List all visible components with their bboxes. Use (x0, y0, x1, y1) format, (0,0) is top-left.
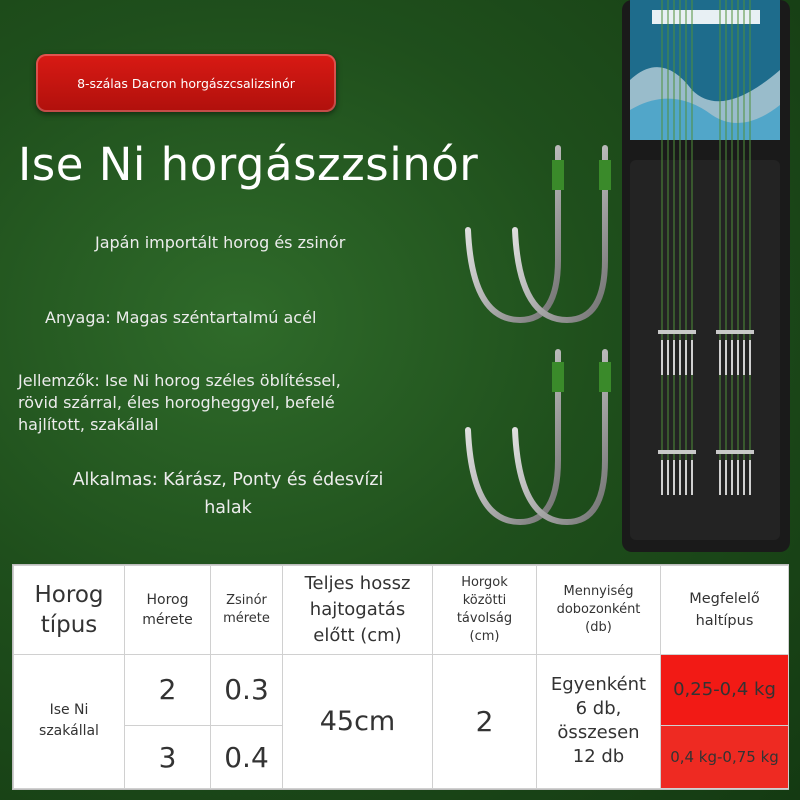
header-line-size: Zsinór mérete (211, 566, 283, 655)
spec-row (14, 654, 789, 725)
badge-text: 8-szálas Dacron horgászcsalizsinór (77, 75, 295, 91)
hook-name-cell: Ise Ni szakállal (14, 654, 125, 788)
header-hook-type: Horog típus (14, 566, 125, 655)
line-size-cell: 0.3 (211, 654, 283, 725)
fish-type-cell: 0,25-0,4 kg (661, 654, 789, 725)
header-hook-size: Horog mérete (125, 566, 211, 655)
product-title: Ise Ni horgászzsinór (18, 138, 479, 191)
usage-line: Alkalmas: Kárász, Ponty és édesvízi (72, 470, 384, 490)
hook-spacing-cell: 2 (433, 654, 537, 788)
line-size-cell: 0.4 (211, 726, 283, 789)
traits-text (18, 370, 398, 436)
quantity-cell: Egyenként 6 db, összesen 12 db (537, 654, 661, 788)
hook-size-cell: 3 (125, 726, 211, 789)
usage-line: halak (204, 498, 252, 518)
origin-text: Japán importált horog és zsinór (95, 233, 346, 252)
product-badge (36, 54, 336, 112)
traits-line: Jellemzők: Ise Ni horog széles öblítéssel, (18, 371, 341, 390)
hook-pair-bottom (468, 352, 605, 522)
header-hook-spacing: Horgok közötti távolság (cm) (433, 566, 537, 655)
header-total-length: Teljes hossz hajtogatás előtt (cm) (283, 566, 433, 655)
usage-text (48, 466, 408, 522)
spec-header-row (14, 566, 789, 655)
header-quantity: Mennyiség dobozonként (db) (537, 566, 661, 655)
fish-type-cell: 0,4 kg-0,75 kg (661, 726, 789, 789)
header-fish-type: Megfelelő haltípus (661, 566, 789, 655)
hook-pair-top (468, 148, 605, 320)
traits-line: hajlított, szakállal (18, 415, 159, 434)
total-length-cell: 45cm (283, 654, 433, 788)
fishing-hooks-image (450, 130, 630, 530)
traits-line: rövid szárral, éles horogheggyel, befelé (18, 393, 335, 412)
product-package-image (622, 0, 790, 552)
spec-table (12, 564, 789, 790)
hook-size-cell: 2 (125, 654, 211, 725)
material-text: Anyaga: Magas széntartalmú acél (45, 308, 317, 327)
